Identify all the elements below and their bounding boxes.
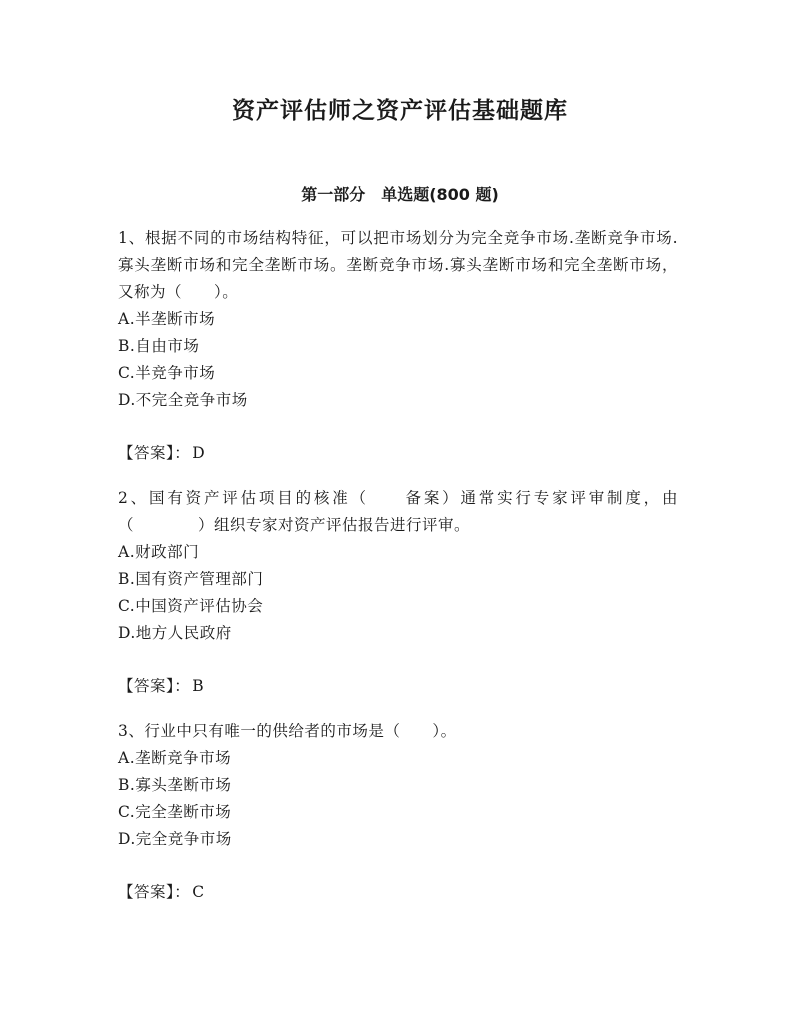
option-d: D.完全竞争市场 <box>118 830 232 848</box>
answer-label: 【答案】： <box>118 677 191 695</box>
option-c: C.半竞争市场 <box>118 364 216 382</box>
question-stem: 3、行业中只有唯一的供给者的市场是（ ）。 <box>118 722 457 740</box>
answer-label: 【答案】： <box>118 883 191 901</box>
answer-value: D <box>192 444 206 462</box>
option-b: B.自由市场 <box>118 337 200 355</box>
option-c: C.中国资产评估协会 <box>118 597 264 615</box>
option-a: A.垄断竞争市场 <box>118 749 232 767</box>
section-title: 第一部分 单选题(800 题) <box>301 185 499 204</box>
answer-line <box>118 440 678 467</box>
answer-label: 【答案】： <box>118 444 191 462</box>
question-stem: 1、根据不同的市场结构特征，可以把市场划分为完全竞争市场.垄断竞争市场.寡头垄断市场和完全垄断市场。垄断竞争市场.寡头垄断市场和完全垄断市场，又称为（ ）。 <box>118 229 678 301</box>
answer-line <box>118 879 678 906</box>
option-b: B.国有资产管理部门 <box>118 570 264 588</box>
question-list <box>118 225 678 924</box>
option-b: B.寡头垄断市场 <box>118 776 232 794</box>
answer-value: C <box>192 883 205 901</box>
option-c: C.完全垄断市场 <box>118 803 232 821</box>
option-a: A.财政部门 <box>118 543 200 561</box>
question-stem: 2、国有资产评估项目的核准（ 备案）通常实行专家评审制度，由（ ）组织专家对资产评估报告进行评审。 <box>118 489 678 534</box>
document-title: 资产评估师之资产评估基础题库 <box>232 98 568 124</box>
question-2 <box>118 485 678 700</box>
question-3 <box>118 718 678 906</box>
question-1 <box>118 225 678 467</box>
option-d: D.不完全竞争市场 <box>118 391 248 409</box>
option-a: A.半垄断市场 <box>118 310 216 328</box>
answer-line <box>118 673 678 700</box>
answer-value: B <box>192 677 205 695</box>
option-d: D.地方人民政府 <box>118 624 232 642</box>
